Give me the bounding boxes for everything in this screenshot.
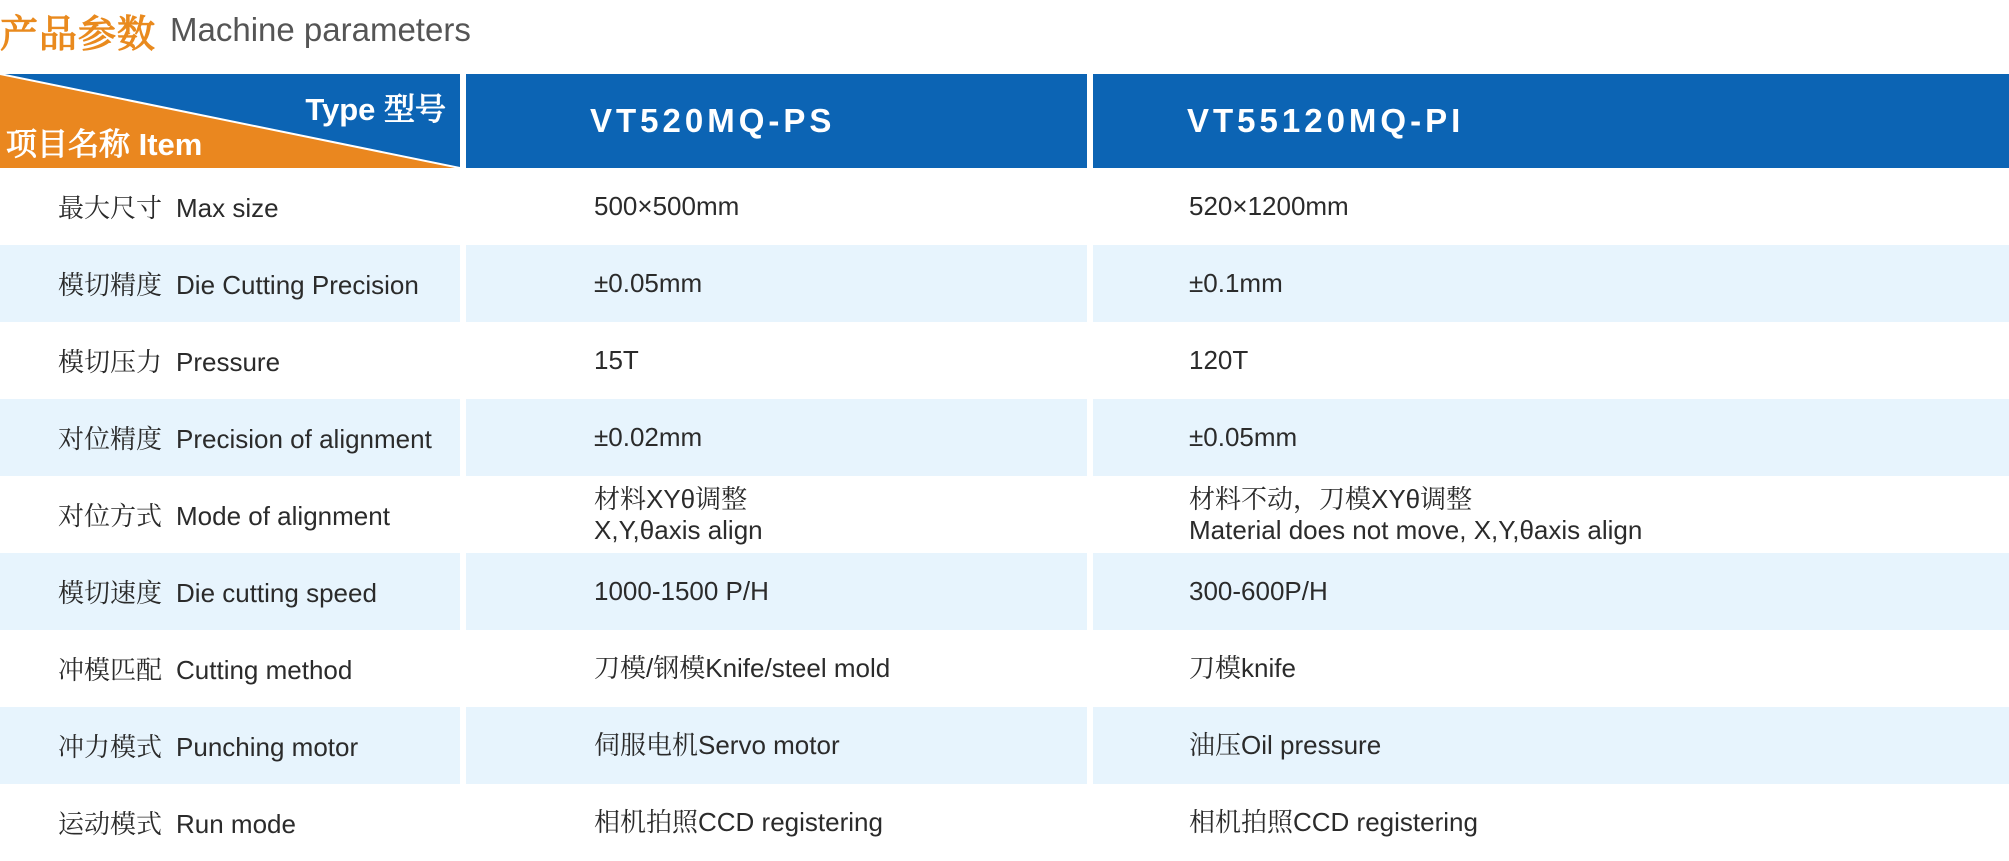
table-header-row: [0, 74, 2009, 168]
parameter-name-zh: 模切压力: [58, 347, 163, 377]
model-2-value-cell: [1093, 168, 2009, 245]
parameter-name-en: Max size: [176, 193, 279, 223]
parameter-name-zh: 模切速度: [58, 578, 163, 608]
value-text: 材料不动，刀模XYθ调整: [1189, 483, 1473, 514]
parameter-name-cell: [0, 322, 460, 399]
model-2-value-cell: [1093, 707, 2009, 784]
model-1-value-cell: [466, 245, 1087, 322]
table-row: [0, 476, 2009, 553]
table-row: [0, 707, 2009, 784]
model-2-value-cell: [1093, 245, 2009, 322]
model-1-value-cell: [466, 399, 1087, 476]
value-text: X,Y,θaxis align: [594, 514, 763, 545]
parameters-table: [0, 74, 2009, 861]
value-text: ±0.1mm: [1189, 268, 1283, 298]
page-title: [0, 0, 471, 60]
table-row: [0, 553, 2009, 630]
value-text: 伺服电机Servo motor: [594, 730, 840, 760]
value-text: 15T: [594, 345, 639, 375]
table-row: [0, 322, 2009, 399]
value-text: 刀模knife: [1189, 653, 1296, 683]
model-2-value-cell: [1093, 630, 2009, 707]
parameter-name-zh: 运动模式: [58, 809, 163, 839]
model-1-value-cell: [466, 784, 1087, 861]
value-text: Material does not move, X,Y,θaxis align: [1189, 514, 1643, 545]
parameter-name-cell: [0, 707, 460, 784]
parameter-name-en: Punching motor: [176, 732, 359, 762]
model-2-value-cell: [1093, 322, 2009, 399]
value-text: 材料XYθ调整: [594, 483, 748, 514]
parameter-name-cell: [0, 476, 460, 553]
parameter-name-en: Pressure: [176, 347, 281, 377]
model-header-1: VT520MQ-PS: [466, 74, 1087, 168]
parameter-name-cell: [0, 630, 460, 707]
type-label: Type 型号: [305, 92, 446, 127]
parameter-name-en: Die Cutting Precision: [176, 270, 419, 300]
parameter-name-zh: 冲力模式: [58, 732, 163, 762]
value-text: 520×1200mm: [1189, 191, 1349, 221]
parameter-name-en: Cutting method: [176, 655, 353, 685]
parameter-name-cell: [0, 399, 460, 476]
value-text: ±0.02mm: [594, 422, 703, 452]
title-chinese: 产品参数: [0, 13, 157, 56]
value-text: 300-600P/H: [1189, 576, 1328, 606]
parameter-name-cell: [0, 245, 460, 322]
value-text: 油压Oil pressure: [1189, 730, 1382, 760]
model-2-value-cell: [1093, 476, 2009, 553]
value-text: 1000-1500 P/H: [594, 576, 769, 606]
value-text: 相机拍照CCD registering: [594, 807, 883, 837]
parameter-name-zh: 模切精度: [58, 270, 163, 300]
model-1-value-cell: [466, 476, 1087, 553]
model-1-value-cell: [466, 322, 1087, 399]
item-label: 项目名称 Item: [6, 127, 203, 162]
value-text: 相机拍照CCD registering: [1189, 807, 1478, 837]
parameter-name-en: Run mode: [176, 809, 296, 839]
table-row: [0, 168, 2009, 245]
parameter-name-en: Die cutting speed: [176, 578, 377, 608]
model-1-value-cell: [466, 630, 1087, 707]
parameter-name-cell: [0, 784, 460, 861]
parameter-name-en: Precision of alignment: [176, 424, 432, 454]
table-row: [0, 784, 2009, 861]
table-row: [0, 630, 2009, 707]
parameter-name-zh: 对位精度: [58, 424, 163, 454]
parameter-name-cell: [0, 553, 460, 630]
value-text: ±0.05mm: [1189, 422, 1298, 452]
parameter-name-zh: 冲模匹配: [58, 655, 163, 685]
model-header-2: VT55120MQ-PI: [1093, 74, 2009, 168]
model-2-value-cell: [1093, 553, 2009, 630]
value-text: 120T: [1189, 345, 1249, 375]
model-1-value-cell: [466, 168, 1087, 245]
table-row: [0, 245, 2009, 322]
model-1-value-cell: [466, 553, 1087, 630]
parameter-name-cell: [0, 168, 460, 245]
parameter-name-zh: 最大尺寸: [58, 193, 163, 223]
model-2-value-cell: [1093, 784, 2009, 861]
parameter-name-zh: 对位方式: [58, 501, 163, 531]
table-row: [0, 399, 2009, 476]
title-english: Machine parameters: [170, 11, 471, 48]
model-1-value-cell: [466, 707, 1087, 784]
corner-header-cell: [0, 74, 460, 168]
value-text: 500×500mm: [594, 191, 740, 221]
parameter-name-en: Mode of alignment: [176, 501, 390, 531]
value-text: 刀模/钢模Knife/steel mold: [594, 653, 891, 683]
model-2-value-cell: [1093, 399, 2009, 476]
value-text: ±0.05mm: [594, 268, 703, 298]
